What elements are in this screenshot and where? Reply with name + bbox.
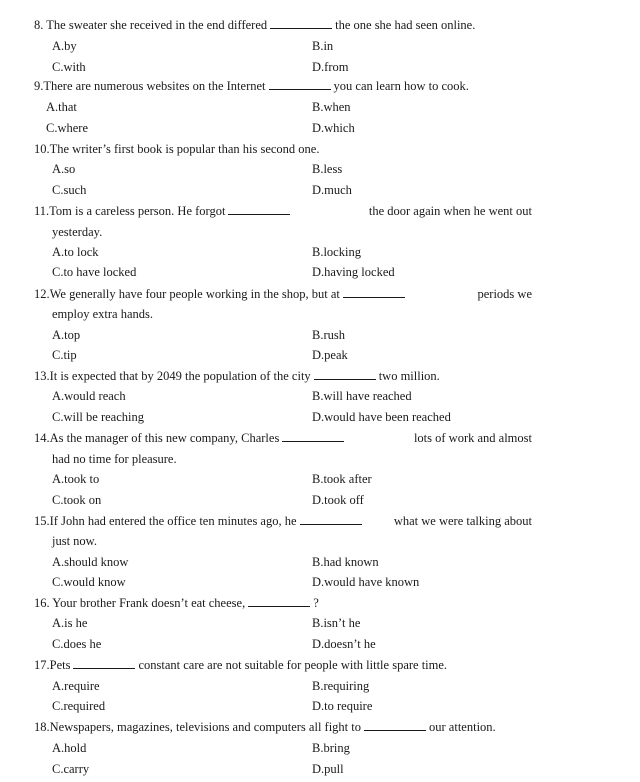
option-d: D.much [312,183,352,197]
option-b: B.locking [312,245,361,259]
option-b: B.took after [312,472,372,486]
option-a: A.require [52,679,100,693]
option-d: D.which [312,121,355,135]
option-b: B.rush [312,328,345,342]
option-c: C.does he [52,637,102,651]
stem-text: constant care are not suitable for people with little spare time. [138,658,448,672]
option-c: C.such [52,183,87,197]
stem-text: It is expected that by 2049 the population of the city [49,369,311,383]
option-c: C.carry [52,762,90,776]
stem-text: There are numerous websites on the Internet [43,79,266,93]
answer-blank [364,719,426,731]
stem-text: the door again when he went out [368,204,532,218]
option-c: C.where [46,121,88,135]
answer-blank [248,595,310,607]
question-number: 16. [34,596,50,610]
question-number: 8. [34,18,44,32]
question-17-stem [34,657,447,673]
answer-blank [343,286,405,298]
option-b: B.isn’t he [312,616,361,630]
stem-text: ? [313,596,319,610]
option-c: C.would know [52,575,126,589]
option-d: D.to require [312,699,373,713]
question-number: 18. [34,720,50,734]
question-11-continuation: yesterday. [52,225,103,239]
question-8-stem [34,17,475,33]
option-a: A.that [46,100,77,114]
option-a: A.top [52,328,81,342]
option-a: A.is he [52,616,88,630]
question-14-stem [34,430,532,446]
stem-text: two million. [378,369,440,383]
option-d: D.doesn’t he [312,637,376,651]
question-14-continuation: had no time for pleasure. [52,452,177,466]
question-number: 17. [34,658,50,672]
option-a: A.took to [52,472,100,486]
option-a: A.hold [52,741,87,755]
option-c: C.to have locked [52,265,137,279]
question-number: 13. [34,369,50,383]
question-12-continuation: employ extra hands. [52,307,154,321]
stem-text: If John had entered the office ten minutes ago, he [49,514,297,528]
option-b: B.when [312,100,351,114]
question-9-stem [34,78,469,94]
stem-text: periods we [477,287,532,301]
stem-text: what we were talking about [393,514,532,528]
option-c: C.will be reaching [52,410,144,424]
question-15-continuation: just now. [52,534,98,548]
question-number: 11. [34,204,50,218]
option-c: C.tip [52,348,77,362]
option-b: B.in [312,39,334,53]
option-a: A.to lock [52,245,99,259]
option-b: B.will have reached [312,389,412,403]
stem-text: Newspapers, magazines, televisions and computers all fight to [49,720,362,734]
answer-blank [73,657,135,669]
option-d: D.pull [312,762,344,776]
question-number: 12. [34,287,50,301]
answer-blank [228,203,290,215]
option-a: A.would reach [52,389,126,403]
option-a: A.so [52,162,76,176]
stem-text: We generally have four people working in the shop, but at [49,287,340,301]
option-b: B.requiring [312,679,370,693]
option-d: D.peak [312,348,348,362]
question-13-stem [34,368,440,384]
option-d: D.from [312,60,349,74]
option-b: B.had known [312,555,379,569]
stem-text: Pets [49,658,71,672]
answer-blank [300,513,362,525]
stem-text: lots of work and almost [413,431,532,445]
question-number: 10. [34,142,50,156]
stem-text: you can learn how to cook. [333,79,469,93]
question-number: 14. [34,431,50,445]
stem-text: The sweater she received in the end differed [46,18,268,32]
option-a: A.by [52,39,77,53]
answer-blank [269,78,331,90]
stem-text: Tom is a careless person. He forgot [49,204,226,218]
answer-blank [314,368,376,380]
stem-text: Your brother Frank doesn’t eat cheese, [52,596,246,610]
question-number: 15. [34,514,50,528]
option-a: A.should know [52,555,129,569]
option-d: D.would have known [312,575,420,589]
answer-blank [270,17,332,29]
question-11-stem [34,203,532,219]
question-10-stem [34,141,319,157]
option-c: C.took on [52,493,102,507]
question-15-stem [34,513,532,529]
question-18-stem [34,719,496,735]
stem-text: our attention. [429,720,496,734]
stem-text: the one she had seen online. [335,18,476,32]
stem-text: The writer’s first book is popular than his second one. [49,142,320,156]
option-c: C.required [52,699,106,713]
question-number: 9. [34,79,44,93]
option-d: D.having locked [312,265,395,279]
option-b: B.less [312,162,343,176]
stem-text: As the manager of this new company, Charles [49,431,280,445]
option-d: D.took off [312,493,364,507]
question-12-stem [34,286,532,302]
question-16-stem [34,595,319,611]
option-c: C.with [52,60,86,74]
answer-blank [282,430,344,442]
option-b: B.bring [312,741,350,755]
option-d: D.would have been reached [312,410,451,424]
